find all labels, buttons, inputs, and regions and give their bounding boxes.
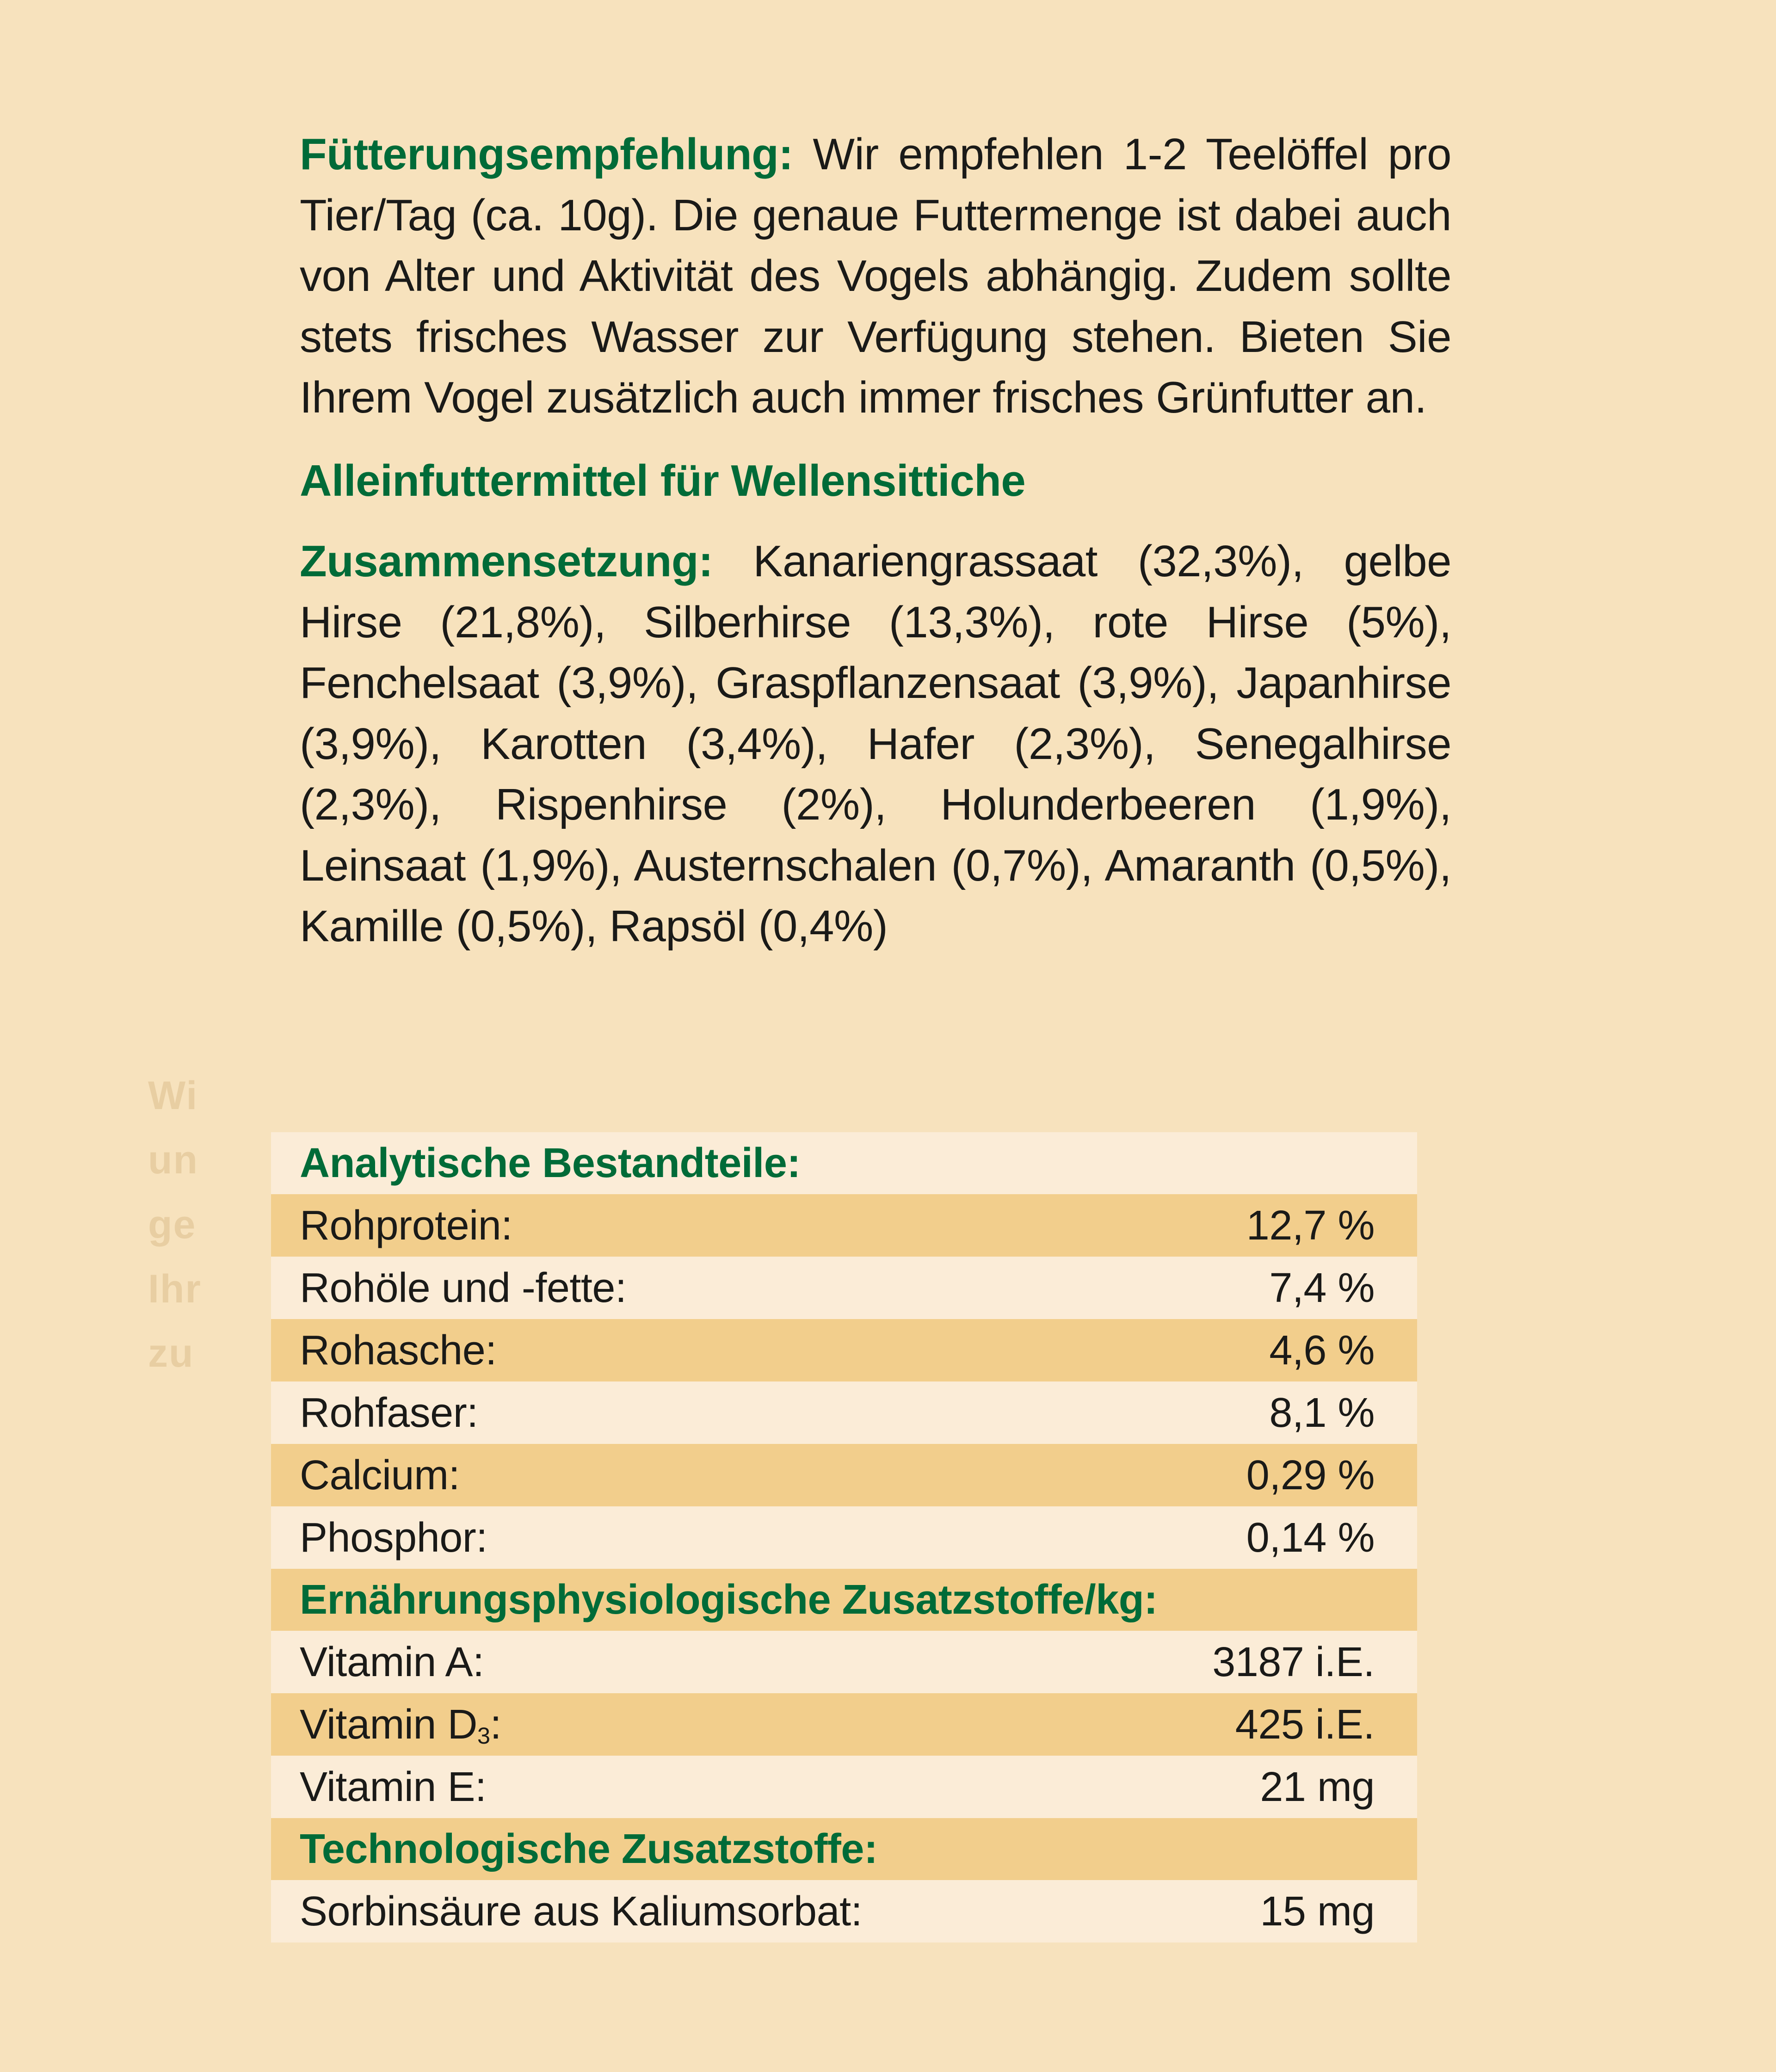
row-label: Rohprotein: bbox=[300, 1202, 512, 1249]
table-section-header bbox=[271, 1569, 1417, 1631]
background-watermark bbox=[148, 1064, 287, 1386]
label-text-block bbox=[300, 124, 1451, 957]
composition-heading: Zusammensetzung bbox=[300, 536, 698, 586]
composition-body: Kanariengrassaat (32,3%), gelbe Hirse (21,8%), Silberhirse (13,3%), rote Hirse (5%), Fenchelsaat (3,9%), Graspflanzensaat (3,9%), Japanhirse (3,9%), Karotten (3,4%), Hafer (2,3%), Senegalhirse (2,3%), Rispenhirse (2%), Holunderbeeren (1,9%), Leinsaat (1,9%), Austernschalen (0,7%), Amaranth (0,5%), Kamille (0,5%), Rapsöl (0,4%) bbox=[300, 536, 1451, 951]
row-value: 15 mg bbox=[1260, 1888, 1375, 1935]
row-value: 8,1 % bbox=[1269, 1389, 1375, 1436]
table-row bbox=[271, 1756, 1417, 1818]
watermark-line: un bbox=[148, 1138, 199, 1183]
feeding-recommendation-body: Wir empfehlen 1-2 Teelöffel pro Tier/Tag (ca. 10g). Die genaue Futtermenge ist dabei auch von Alter und Aktivität des Vogels abhängig. Zudem sollte stets frisches Wasser zur Verfügung stehen. Bieten Sie Ihrem Vogel zusätzlich auch immer frisches Grünfutter an. bbox=[300, 130, 1452, 423]
row-label: Calcium: bbox=[300, 1452, 460, 1498]
analytical-constituents-table bbox=[271, 1132, 1417, 1942]
spacer-after-feeding bbox=[300, 428, 1451, 452]
table-row bbox=[271, 1506, 1417, 1569]
row-label: Vitamin A: bbox=[300, 1639, 484, 1685]
table-row bbox=[271, 1880, 1417, 1942]
watermark-line: ge bbox=[148, 1202, 197, 1247]
composition-paragraph bbox=[300, 531, 1451, 957]
composition-heading-separator: : bbox=[698, 536, 753, 586]
row-label: Vitamin E: bbox=[300, 1764, 487, 1810]
row-value: 0,29 % bbox=[1246, 1452, 1375, 1498]
row-value: 3187 i.E. bbox=[1212, 1639, 1375, 1685]
table-row bbox=[271, 1194, 1417, 1257]
subscript: 3 bbox=[477, 1722, 490, 1749]
row-value: 21 mg bbox=[1260, 1764, 1375, 1810]
spacer-after-claim bbox=[300, 510, 1451, 531]
row-value: 7,4 % bbox=[1269, 1264, 1375, 1311]
table-row bbox=[271, 1319, 1417, 1381]
row-label: Rohasche: bbox=[300, 1327, 497, 1374]
watermark-line: zu bbox=[148, 1331, 194, 1376]
row-value: 0,14 % bbox=[1246, 1514, 1375, 1561]
section-header-label: Technologische Zusatzstoffe: bbox=[300, 1826, 878, 1872]
table-row bbox=[271, 1693, 1417, 1756]
table-section-header bbox=[271, 1818, 1417, 1880]
watermark-line: Wi bbox=[148, 1073, 198, 1118]
watermark-line: Ihr bbox=[148, 1266, 202, 1311]
feeding-heading-separator: : bbox=[778, 130, 813, 179]
table-row bbox=[271, 1257, 1417, 1319]
row-label: Phosphor: bbox=[300, 1514, 487, 1561]
row-label: Rohfaser: bbox=[300, 1389, 478, 1436]
row-value: 425 i.E. bbox=[1235, 1701, 1375, 1748]
row-value: 12,7 % bbox=[1246, 1202, 1375, 1249]
table-row bbox=[271, 1631, 1417, 1693]
row-value: 4,6 % bbox=[1269, 1327, 1375, 1374]
complete-feed-claim: Alleinfuttermittel für Wellensittiche bbox=[300, 456, 1026, 506]
row-label: Vitamin $D_3$: bbox=[300, 1701, 502, 1749]
feeding-recommendation-paragraph bbox=[300, 124, 1451, 428]
row-label: Sorbinsäure aus Kaliumsorbat: bbox=[300, 1888, 863, 1935]
table-row bbox=[271, 1381, 1417, 1444]
feeding-recommendation-heading: Fütterungsempfehlung bbox=[300, 130, 779, 179]
table-row bbox=[271, 1444, 1417, 1506]
table-section-header bbox=[271, 1132, 1417, 1194]
row-label: Rohöle und -fette: bbox=[300, 1264, 627, 1311]
section-header-label: Analytische Bestandteile: bbox=[300, 1140, 801, 1186]
section-header-label: Ernährungsphysiologische Zusatzstoffe/kg: bbox=[300, 1577, 1158, 1623]
